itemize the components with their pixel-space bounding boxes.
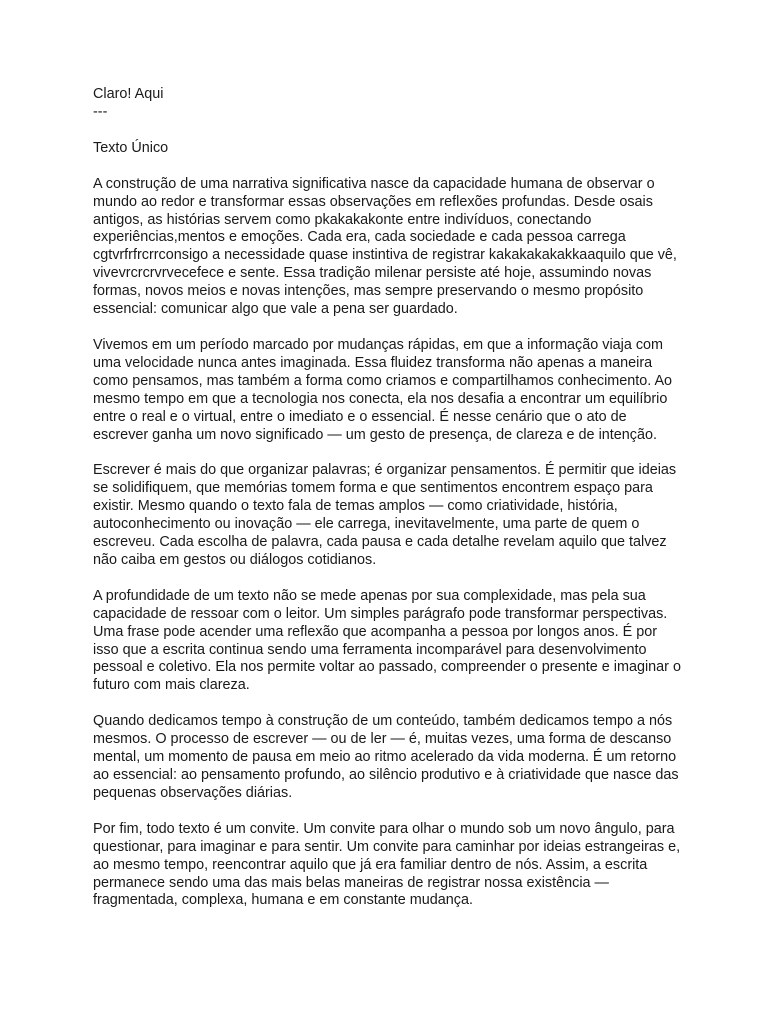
separator-line: --- [93,103,108,120]
paragraph-1: A construção de uma narrativa significativa nasce da capacidade humana de observar o mundo ao redor e transformar essas observações em reflexões profundas. Desde osais antigos, as histórias servem como pkakakakonte entre indivíduos, conectando experiências,mentos e emoções. Cada era, cada sociedade e cada pessoa carrega cgtvrfrfrcrrconsigo a necessidade quase instintiva de registrar kakakakakakkaaquilo que vê, vivevrcrcrvrvecefece e sente. Essa tradição milenar persiste até hoje, assumindo novas formas, novos meios e novas intenções, mas sempre preservando o mesmo propósito essencial: comunicar algo que vale a pena ser guardado. [93,175,677,318]
paragraph-3: Escrever é mais do que organizar palavras; é organizar pensamentos. É permitir que ideias se solidifiquem, que memórias tomem forma e que sentimentos encontrem espaço para existir. Mesmo quando o texto fala de temas amplos — como criatividade, história, autoconhecimento ou inovação — ele carrega, inevitavelmente, uma parte de quem o escreveu. Cada escolha de palavra, cada pausa e cada detalhe revelam aquilo que talvez não caiba em gestos ou diálogos cotidianos. [93,462,677,568]
paragraph-2: Vivemos em um período marcado por mudanças rápidas, em que a informação viaja com uma velocidade nunca antes imaginada. Essa fluidez transforma não apenas a maneira como pensamos, mas também a forma como criamos e compartilhamos conhecimento. Ao mesmo tempo em que a tecnologia nos conecta, ela nos desafia a encontrar um equilíbrio entre o real e o virtual, entre o imediato e o essencial. É nesse cenário que o ato de escrever ganha um novo significado — um gesto de presença, de clareza e de intenção. [93,336,673,443]
document-body [93,86,683,910]
paragraph-4: A profundidade de um texto não se mede apenas por sua complexidade, mas pela sua capacidade de ressoar com o leitor. Um simples parágrafo pode transformar perspectivas. Uma frase pode acender uma reflexão que acompanha a pessoa por longos anos. É por isso que a escrita continua sendo uma ferramenta incomparável para desenvolvimento pessoal e coletivo. Ela nos permite voltar ao passado, compreender o presente e imaginar o futuro com mais clareza. [93,587,681,694]
paragraph-6: Por fim, todo texto é um convite. Um convite para olhar o mundo sob um novo ângulo, para questionar, para imaginar e para sentir. Um convite para caminhar por ideias estrangeiras e, ao mesmo tempo, reencontrar aquilo que já era familiar dentro de nós. Assim, a escrita permanece sendo uma das mais belas maneiras de registrar nossa existência — fragmentada, complexa, humana e em constante mudança. [93,820,681,909]
paragraph-5: Quando dedicamos tempo à construção de um conteúdo, também dedicamos tempo a nós mesmos. O processo de escrever — ou de ler — é, muitas vezes, uma forma de descanso mental, um momento de pausa em meio ao ritmo acelerado da vida moderna. É um retorno ao essencial: ao pensamento profundo, ao silêncio produtivo e à criatividade que nasce das pequenas observações diárias. [93,713,679,801]
intro-line: Claro! Aqui [93,86,164,102]
document-title: Texto Único [93,139,169,156]
